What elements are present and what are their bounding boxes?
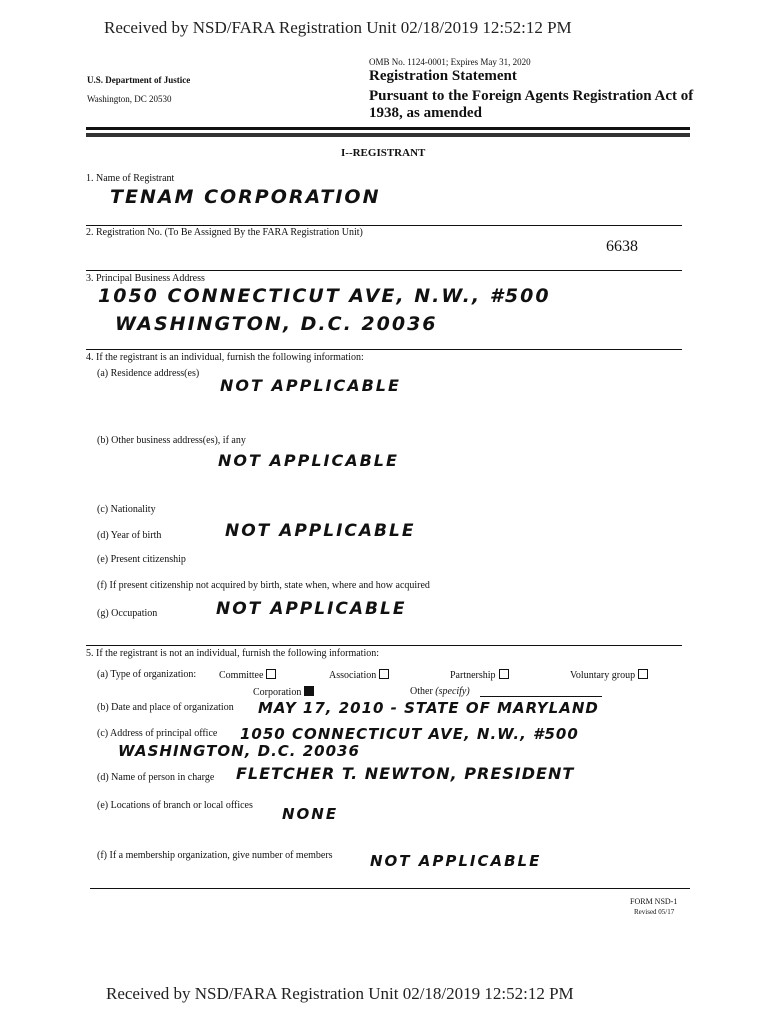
q5f-label: (f) If a membership organization, give number of members xyxy=(97,850,333,861)
received-stamp-top: Received by NSD/FARA Registration Unit 02/18/2019 12:52:12 PM xyxy=(104,18,572,37)
corporation-checkbox-checked[interactable] xyxy=(304,686,314,696)
q4b-label: (b) Other business address(es), if any xyxy=(97,435,246,446)
q2-label: 2. Registration No. (To Be Assigned By the FARA Registration Unit) xyxy=(86,227,363,238)
form-title-line3: 1938, as amended xyxy=(369,105,482,121)
q4d-label: (d) Year of birth xyxy=(97,530,162,541)
q5d-label: (d) Name of person in charge xyxy=(97,772,215,783)
q4f-label: (f) If present citizenship not acquired by birth, state when, where and how acquired xyxy=(97,580,430,591)
q4a-label: (a) Residence address(es) xyxy=(97,368,200,379)
association-option[interactable] xyxy=(329,669,389,681)
q5b-label: (b) Date and place of organization xyxy=(97,702,234,713)
other-business-address-value: NOT APPLICABLE xyxy=(218,451,399,470)
form-number: FORM NSD-1 xyxy=(630,897,678,906)
association-label: Association xyxy=(329,670,377,681)
principal-office-line1: 1050 CONNECTICUT AVE, N.W., #500 xyxy=(240,725,579,743)
voluntary-group-checkbox[interactable] xyxy=(638,669,648,679)
business-address-line1: 1050 CONNECTICUT AVE, N.W., #500 xyxy=(98,285,551,307)
voluntary-group-label: Voluntary group xyxy=(570,670,636,681)
partnership-label: Partnership xyxy=(450,670,496,681)
q5e-label: (e) Locations of branch or local offices xyxy=(97,800,253,811)
business-address-line2: WASHINGTON, D.C. 20036 xyxy=(115,313,438,335)
partnership-option[interactable] xyxy=(450,669,509,681)
header-rule-bottom xyxy=(86,133,690,137)
bottom-rule xyxy=(90,888,690,889)
registration-number-value: 6638 xyxy=(606,238,638,255)
association-checkbox[interactable] xyxy=(379,669,389,679)
header-rule-top xyxy=(86,127,690,130)
q5c-label: (c) Address of principal office xyxy=(97,728,218,739)
section-title: I--REGISTRANT xyxy=(341,147,426,159)
person-in-charge-value: FLETCHER T. NEWTON, PRESIDENT xyxy=(236,764,575,783)
voluntary-group-option[interactable] xyxy=(570,669,648,681)
form-title-line2: Pursuant to the Foreign Agents Registration Act of xyxy=(369,88,694,104)
partnership-checkbox[interactable] xyxy=(499,669,509,679)
specify-label: (specify) xyxy=(435,686,470,697)
q4-label: 4. If the registrant is an individual, furnish the following information: xyxy=(86,352,364,363)
committee-option[interactable] xyxy=(219,669,276,681)
received-stamp-bottom: Received by NSD/FARA Registration Unit 02/18/2019 12:52:12 PM xyxy=(106,984,574,1003)
corporation-option[interactable] xyxy=(253,686,314,698)
occupation-value: NOT APPLICABLE xyxy=(216,599,407,619)
committee-checkbox[interactable] xyxy=(266,669,276,679)
q4e-label: (e) Present citizenship xyxy=(97,554,186,565)
department-city: Washington, DC 20530 xyxy=(87,94,172,104)
membership-count-value: NOT APPLICABLE xyxy=(370,852,542,870)
other-specify-line xyxy=(480,696,602,697)
q1-rule xyxy=(86,225,682,226)
q4-rule xyxy=(86,645,682,646)
q1-label: 1. Name of Registrant xyxy=(86,173,175,184)
q5a-label: (a) Type of organization: xyxy=(97,669,197,680)
corporation-label: Corporation xyxy=(253,687,302,698)
residence-address-value: NOT APPLICABLE xyxy=(220,376,401,395)
q5-label: 5. If the registrant is not an individual, furnish the following information: xyxy=(86,648,380,659)
department-name: U.S. Department of Justice xyxy=(87,75,191,85)
organization-date-place-value: MAY 17, 2010 - STATE OF MARYLAND xyxy=(258,699,599,717)
q3-label: 3. Principal Business Address xyxy=(86,273,205,284)
q3-rule xyxy=(86,349,682,350)
year-of-birth-value: NOT APPLICABLE xyxy=(225,521,416,541)
branch-offices-value: NONE xyxy=(282,805,339,823)
other-label: Other xyxy=(410,686,433,697)
committee-label: Committee xyxy=(219,670,264,681)
principal-office-line2: WASHINGTON, D.C. 20036 xyxy=(118,742,360,760)
form-revision: Revised 05/17 xyxy=(634,908,675,916)
q2-rule xyxy=(86,270,682,271)
other-option xyxy=(410,686,470,697)
form-title-line1: Registration Statement xyxy=(369,68,517,84)
registrant-name-value: TENAM CORPORATION xyxy=(110,186,381,208)
q4g-label: (g) Occupation xyxy=(97,608,158,619)
q4c-label: (c) Nationality xyxy=(97,504,156,515)
omb-number: OMB No. 1124-0001; Expires May 31, 2020 xyxy=(369,57,531,67)
